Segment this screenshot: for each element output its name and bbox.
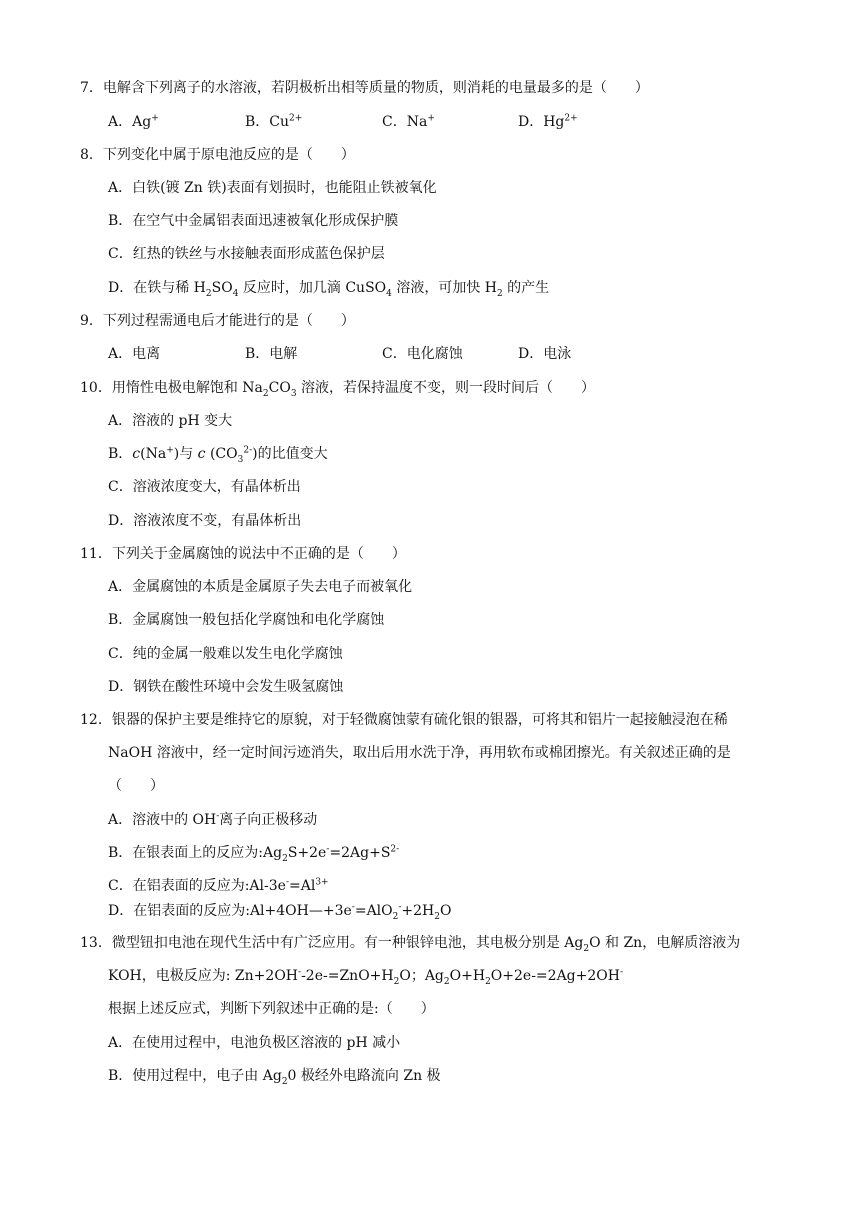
q10-option-c[interactable]: C．溶液浓度变大，有晶体析出 xyxy=(108,479,301,495)
q13-option-a[interactable]: A．在使用过程中，电池负极区溶液的 pH 减小 xyxy=(108,1035,401,1051)
q11-option-c[interactable]: C．纯的金属一般难以发生电化学腐蚀 xyxy=(108,646,343,662)
q9-option-a[interactable]: A．电离 xyxy=(108,346,161,362)
q9-option-c[interactable]: C．电化腐蚀 xyxy=(382,346,463,362)
q9-option-d[interactable]: D．电泳 xyxy=(518,346,572,362)
q10-option-a[interactable]: A．溶液的 pH 变大 xyxy=(108,413,233,429)
q13-stem-line1: 13．微型钮扣电池在现代生活中有广泛应用。有一种银锌电池，其电极分别是 $Ag_2O$ 和 Zn，电解质溶液为 xyxy=(80,935,741,954)
q7-option-b[interactable]: B．$Cu^{2+}$ xyxy=(245,113,303,130)
q11-stem: 11．下列关于金属腐蚀的说法中不正确的是（ ） xyxy=(80,546,406,562)
q12-stem-line1: 12．银器的保护主要是维持它的原貌，对于轻微腐蚀蒙有硫化银的银器，可将其和铝片一起接触浸泡在稀 xyxy=(80,712,728,728)
q13-stem-line3: 根据上述反应式，判断下列叙述中正确的是:（ ） xyxy=(108,1001,435,1017)
q7-option-c[interactable]: C．Na+ xyxy=(382,113,435,130)
q9-option-b[interactable]: B．电解 xyxy=(245,346,298,362)
q10-option-b[interactable]: B．c(Na+)与 c $(CO_3^{2-})$的比值变大 xyxy=(108,445,328,465)
q8-option-d[interactable]: D．在铁与稀 $H_2SO_4$ 反应时，加几滴 CuSO$_4$ 溶液，可加快 $H_2$ 的产生 xyxy=(108,280,550,299)
q8-stem: 8．下列变化中属于原电池反应的是（ ） xyxy=(80,147,355,163)
q12-option-c[interactable]: C．在铝表面的反应为$:Al-3e^-=Al^{3+}$ xyxy=(108,877,329,894)
q11-option-b[interactable]: B．金属腐蚀一般包括化学腐蚀和电化学腐蚀 xyxy=(108,612,385,628)
q7-option-a[interactable]: A．Ag+ xyxy=(108,113,159,130)
q13-stem-line2: KOH，电极反应为: $Zn+2OH^--2e-=ZnO+H_2O$；$Ag_2O+H_2O+2e-=2Ag+2OH^-$ xyxy=(108,967,624,987)
q7-option-d[interactable]: D．$Hg^{2+}$ xyxy=(518,113,578,130)
q8-option-c[interactable]: C．红热的铁丝与水接触表面形成蓝色保护层 xyxy=(108,246,385,262)
q12-option-d[interactable]: D．在铝表面的反应为$:Al+4OH—+3e^-=AlO_2^-+2H_2O$ xyxy=(108,902,452,922)
q12-stem-line3: （ ） xyxy=(108,778,164,794)
q11-option-a[interactable]: A．金属腐蚀的本质是金属原子失去电子而被氧化 xyxy=(108,579,413,595)
q8-option-b[interactable]: B．在空气中金属铝表面迅速被氧化形成保护膜 xyxy=(108,213,399,229)
q9-stem: 9．下列过程需通电后才能进行的是（ ） xyxy=(80,313,355,329)
q8-option-a[interactable]: A．白铁(镀 Zn 铁)表面有划损时，也能阻止铁被氧化 xyxy=(108,180,437,196)
q10-stem: 10．用惰性电极电解饱和 $Na_2CO_3$ 溶液，若保持温度不变，则一段时间后（ ） xyxy=(80,380,595,399)
q13-option-b[interactable]: B．使用过程中，电子由 $Ag_20$ 极经外电路流向 Zn 极 xyxy=(108,1068,441,1087)
q10-option-d[interactable]: D．溶液浓度不变，有晶体析出 xyxy=(108,513,302,529)
q12-stem-line2: NaOH 溶液中，经一定时间污迹消失，取出后用水洗于净，再用软布或棉团擦光。有关叙述正确的是 xyxy=(108,745,731,761)
q7-stem: 7．电解含下列离子的水溶液，若阴极析出相等质量的物质，则消耗的电量最多的是（ ） xyxy=(80,80,649,96)
q12-option-b[interactable]: B．在银表面上的反应为$:Ag_2S+2e^-=2Ag+S^{2-}$ xyxy=(108,844,400,864)
q12-option-a[interactable]: A．溶液中的 OH-离子向正极移动 xyxy=(108,811,318,828)
q11-option-d[interactable]: D．钢铁在酸性环境中会发生吸氢腐蚀 xyxy=(108,679,344,695)
